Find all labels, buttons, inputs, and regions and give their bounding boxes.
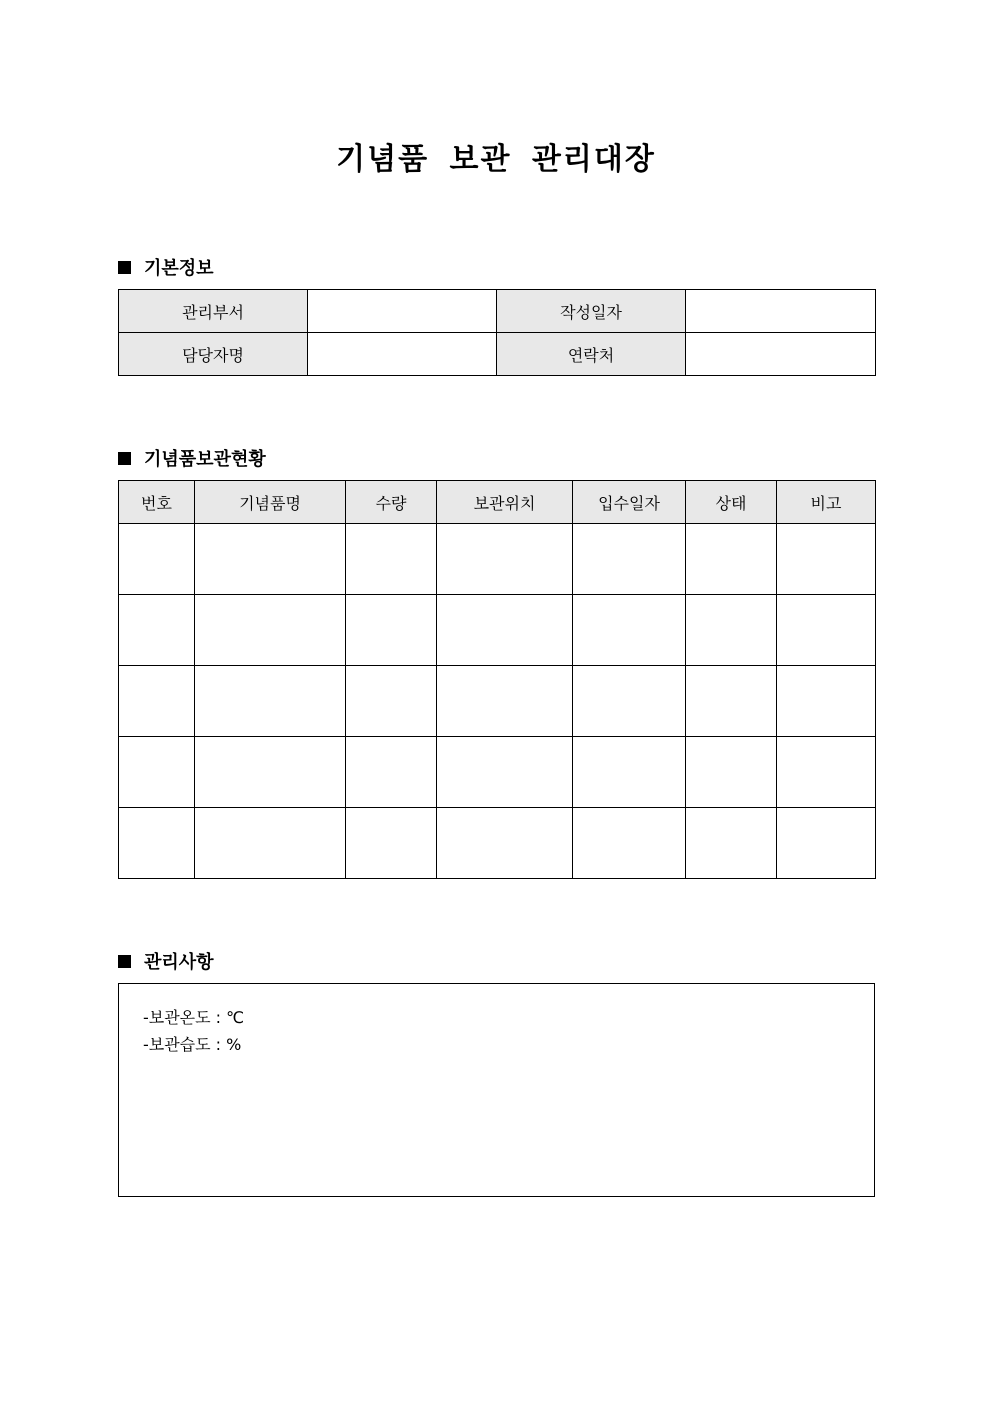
basic-info-table — [118, 289, 876, 376]
table-cell[interactable] — [119, 808, 195, 879]
table-cell[interactable] — [777, 808, 876, 879]
column-header-remarks: 비고 — [777, 481, 876, 524]
column-header-item-name: 기념품명 — [195, 481, 346, 524]
table-row — [119, 333, 876, 376]
table-cell[interactable] — [195, 524, 346, 595]
section-title-storage-status: 기념품보관현황 — [144, 449, 266, 470]
storage-humidity-line: -보관습도 : % — [143, 1035, 242, 1054]
table-cell[interactable] — [195, 595, 346, 666]
column-header-acquired-date: 입수일자 — [573, 481, 686, 524]
table-cell[interactable] — [195, 808, 346, 879]
table-cell[interactable] — [437, 737, 573, 808]
column-header-number: 번호 — [119, 481, 195, 524]
table-cell[interactable] — [573, 737, 686, 808]
section-heading-basic-info — [118, 254, 214, 280]
black-square-icon — [118, 452, 131, 465]
label-contact: 연락처 — [497, 333, 686, 376]
table-cell[interactable] — [777, 737, 876, 808]
table-cell[interactable] — [437, 808, 573, 879]
column-header-condition: 상태 — [686, 481, 777, 524]
black-square-icon — [118, 261, 131, 274]
table-cell[interactable] — [686, 808, 777, 879]
table-cell[interactable] — [346, 595, 437, 666]
table-row — [119, 666, 876, 737]
contact-field[interactable] — [686, 333, 876, 376]
section-heading-storage-status — [118, 445, 266, 471]
table-cell[interactable] — [573, 524, 686, 595]
column-header-location: 보관위치 — [437, 481, 573, 524]
table-cell[interactable] — [346, 666, 437, 737]
table-cell[interactable] — [437, 595, 573, 666]
table-row — [119, 737, 876, 808]
table-cell[interactable] — [573, 808, 686, 879]
table-cell[interactable] — [686, 595, 777, 666]
table-cell[interactable] — [686, 666, 777, 737]
storage-status-table — [118, 480, 876, 879]
table-cell[interactable] — [437, 666, 573, 737]
table-cell[interactable] — [573, 595, 686, 666]
section-heading-management-notes — [118, 948, 214, 974]
storage-temperature-line: -보관온도 : ℃ — [143, 1008, 245, 1027]
table-cell[interactable] — [777, 524, 876, 595]
table-row — [119, 290, 876, 333]
notes-text — [143, 1004, 244, 1058]
black-square-icon — [118, 955, 131, 968]
table-cell[interactable] — [777, 595, 876, 666]
label-department: 관리부서 — [119, 290, 308, 333]
table-cell[interactable] — [573, 666, 686, 737]
table-cell[interactable] — [686, 524, 777, 595]
table-cell[interactable] — [346, 737, 437, 808]
table-cell[interactable] — [437, 524, 573, 595]
table-cell[interactable] — [195, 737, 346, 808]
section-title-management-notes: 관리사항 — [144, 952, 214, 973]
page-title: 기념품 보관 관리대장 — [336, 142, 656, 177]
manager-name-field[interactable] — [308, 333, 497, 376]
table-header-row — [119, 481, 876, 524]
table-cell[interactable] — [119, 737, 195, 808]
column-header-quantity: 수량 — [346, 481, 437, 524]
section-title-basic-info: 기본정보 — [144, 258, 214, 279]
label-manager-name: 담당자명 — [119, 333, 308, 376]
table-cell[interactable] — [119, 666, 195, 737]
table-cell[interactable] — [346, 808, 437, 879]
table-row — [119, 595, 876, 666]
table-cell[interactable] — [119, 524, 195, 595]
table-row — [119, 808, 876, 879]
table-cell[interactable] — [195, 666, 346, 737]
management-notes-box[interactable] — [118, 983, 875, 1197]
table-cell[interactable] — [686, 737, 777, 808]
table-cell[interactable] — [119, 595, 195, 666]
date-written-field[interactable] — [686, 290, 876, 333]
table-cell[interactable] — [777, 666, 876, 737]
table-cell[interactable] — [346, 524, 437, 595]
label-date-written: 작성일자 — [497, 290, 686, 333]
department-field[interactable] — [308, 290, 497, 333]
table-row — [119, 524, 876, 595]
